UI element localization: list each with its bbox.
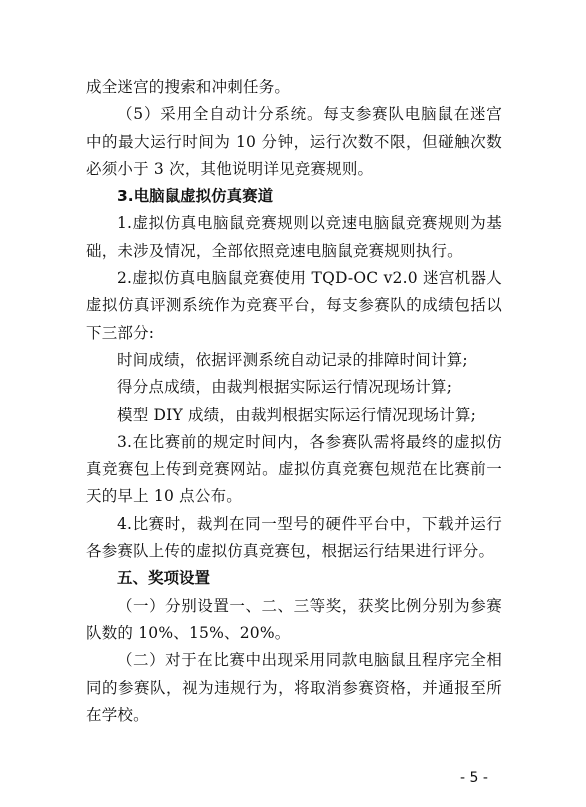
page-number: - 5 - <box>460 770 488 786</box>
paragraph-virtual-rule-4: 4.比赛时，裁判在同一型号的硬件平台中，下载并运行各参赛队上传的虚拟仿真竞赛包，根据运行结果进行评分。 <box>86 514 502 561</box>
section-heading-virtual-track: 3.电脑鼠虚拟仿真赛道 <box>117 187 274 206</box>
document-body <box>86 74 502 729</box>
paragraph-scoring-system: （5）采用全自动计分系统。每支参赛队电脑鼠在迷宫中的最大运行时间为 10 分钟，运行次数不限，但碰触次数必须小于 3 次，其他说明详见竞赛规则。 <box>86 105 502 178</box>
paragraph-continuation: 成全迷宫的搜索和冲刺任务。 <box>86 78 291 96</box>
paragraph-diy-score: 模型 DIY 成绩，由裁判根据实际运行情况现场计算; <box>117 405 477 424</box>
paragraph-virtual-rule-3: 3.在比赛前的规定时间内，各参赛队需将最终的虚拟仿真竞赛包上传到竞赛网站。虚拟仿真竞赛包规范在比赛前一天的早上 10 点公布。 <box>86 432 502 506</box>
section-heading-awards: 五、奖项设置 <box>117 569 211 588</box>
paragraph-virtual-rule-2: 2.虚拟仿真电脑鼠竞赛使用 TQD-OC v2.0 迷宫机器人虚拟仿真评测系统作为竞赛平台，每支参赛队的成绩包括以下三部分: <box>86 269 502 342</box>
paragraph-award-violation: （二）对于在比赛中出现采用同款电脑鼠且程序完全相同的参赛队，视为违规行为，将取消参赛资格，并通报至所在学校。 <box>86 651 502 724</box>
paragraph-virtual-rule-1: 1.虚拟仿真电脑鼠竞赛规则以竞速电脑鼠竞赛规则为基础，未涉及情况，全部依照竞速电脑鼠竞赛规则执行。 <box>86 214 502 260</box>
paragraph-award-ratio: （一）分别设置一、二、三等奖，获奖比例分别为参赛队数的 10%、15%、20%。 <box>86 596 502 642</box>
paragraph-point-score: 得分点成绩，由裁判根据实际运行情况现场计算; <box>117 378 453 397</box>
paragraph-time-score: 时间成绩，依据评测系统自动记录的排障时间计算; <box>117 350 468 369</box>
